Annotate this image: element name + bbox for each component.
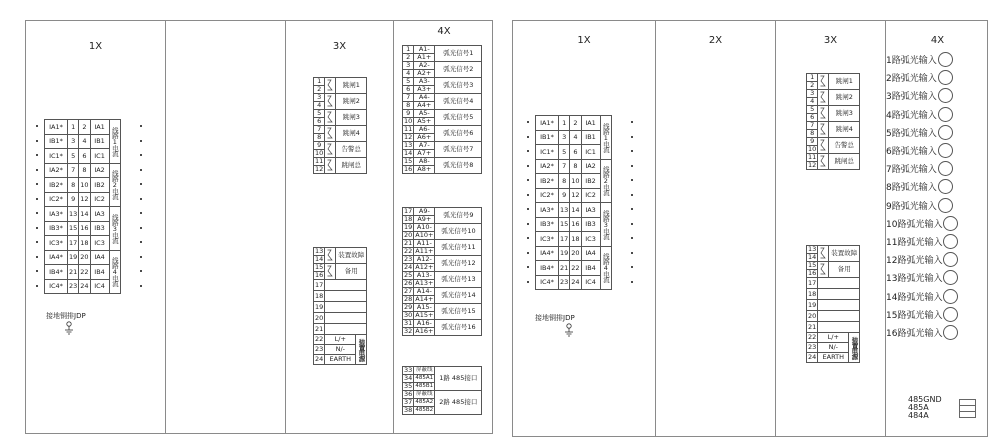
current-terminal-row: IA4* 19 20 IA4 线路4电流: [536, 246, 612, 261]
arc-input-port-icon: [943, 270, 958, 285]
arc-input-row: 7路弧光输入: [886, 161, 953, 176]
arc-input-row: 16路弧光输入: [886, 325, 958, 340]
arc-input-port-icon: [938, 198, 953, 213]
rs485-port-labels: 485GND 485A 484A: [908, 395, 942, 420]
current-terminal-row: IA4* 19 20 IA4 线路4电流: [45, 250, 121, 265]
relay-contact-icon: [325, 264, 336, 280]
power-label: 装置电源: [356, 335, 367, 365]
relay-label: 跳闸1: [336, 78, 367, 94]
relay-label: 告警总: [336, 142, 367, 158]
terminal-dot: [631, 208, 633, 210]
terminal-dot: [527, 266, 529, 268]
current-terminal-row: IC1* 5 6 IC1: [536, 145, 612, 160]
arc-input-port-icon: [938, 143, 953, 158]
section-title: 3X: [823, 35, 838, 46]
terminal-dot: [36, 285, 38, 287]
section-1x: [26, 21, 166, 433]
arc-input-port-icon: [938, 179, 953, 194]
current-terminal-row: IA1* 1 2 IA1 线路1电流: [536, 116, 612, 131]
current-terminal-row: IA3* 13 14 IA3 线路3电流: [536, 203, 612, 218]
current-terminal-row: IC2* 9 12 IC2: [536, 188, 612, 203]
arc-input-port-icon: [943, 216, 958, 231]
relay-label: 跳闸1: [829, 74, 860, 90]
terminal-dot: [36, 169, 38, 171]
terminal-dot: [140, 183, 142, 185]
relay-contact-icon: [325, 110, 336, 126]
power-label: 装置电源: [849, 333, 860, 363]
relay-contact-icon: [818, 74, 829, 90]
relay-label: 装置故障: [829, 246, 860, 262]
terminal-dot: [140, 154, 142, 156]
terminal-dot: [36, 183, 38, 185]
relay-label: 跳闸4: [336, 126, 367, 142]
relay-contact-icon: [325, 142, 336, 158]
terminal-dot: [527, 237, 529, 239]
terminal-dot: [140, 169, 142, 171]
line-group-label: 线路1电流: [109, 120, 120, 164]
terminal-dot: [631, 266, 633, 268]
relay-label: 备用: [829, 262, 860, 278]
arc-input-port-icon: [938, 107, 953, 122]
arc-signal-label: 弧光信号5: [435, 110, 482, 126]
rs485-port-connector: [959, 399, 976, 418]
ground-label: 接地铜排JDP: [46, 312, 86, 320]
current-terminal-row: IC2* 9 12 IC2: [45, 192, 121, 207]
relay-contact-icon: [818, 122, 829, 138]
relay-contact-icon: [325, 94, 336, 110]
current-terminal-row: IB3* 15 16 IB3: [45, 221, 121, 236]
terminal-dot: [36, 212, 38, 214]
terminal-dot: [140, 241, 142, 243]
terminal-dot: [36, 256, 38, 258]
terminal-dot: [527, 136, 529, 138]
line-group-label: 线路2电流: [109, 163, 120, 207]
arc-signal-label: 弧光信号4: [435, 94, 482, 110]
arc-input-row: 12路弧光输入: [886, 252, 958, 267]
current-terminal-row: IA2* 7 8 IA2 线路2电流: [45, 163, 121, 178]
terminal-dot: [140, 198, 142, 200]
current-terminal-block: [527, 115, 610, 290]
ground-icon: [564, 323, 574, 337]
terminal-dot: [36, 198, 38, 200]
aux-terminal-block: 13 装置故障 14 15 备用 16 17 18 19 20 21 22 L/+ 装置电源 23 N/- 24 EARTH: [808, 245, 859, 362]
arc-signal-label: 弧光信号6: [435, 126, 482, 142]
terminal-dot: [140, 270, 142, 272]
arc-signal-label: 弧光信号14: [435, 288, 482, 304]
terminal-dot: [527, 179, 529, 181]
section-2x: [166, 21, 286, 433]
current-terminal-row: IC1* 5 6 IC1: [45, 149, 121, 164]
relay-contact-icon: [818, 106, 829, 122]
section-title: 2X: [708, 35, 723, 46]
terminal-dot: [36, 270, 38, 272]
terminal-dot: [527, 121, 529, 123]
terminal-dot: [631, 223, 633, 225]
relay-label: 跳闸总: [829, 154, 860, 170]
arc-input-row: 3路弧光输入: [886, 88, 953, 103]
line-group-label: 线路4电流: [600, 246, 611, 290]
terminal-dot: [140, 140, 142, 142]
arc-signal-label: 弧光信号1: [435, 46, 482, 62]
arc-signal-label: 弧光信号7: [435, 142, 482, 158]
section-3x: [286, 21, 394, 433]
arc-input-row: 5路弧光输入: [886, 125, 953, 140]
relay-contact-icon: [325, 126, 336, 142]
arc-signal-label: 弧光信号3: [435, 78, 482, 94]
current-terminal-row: IC3* 17 18 IC3: [536, 232, 612, 247]
left-wiring-diagram: [25, 20, 493, 434]
section-2x: [656, 21, 776, 436]
terminal-dot: [527, 281, 529, 283]
arc-input-port-icon: [943, 234, 958, 249]
relay-contact-icon: [818, 246, 829, 262]
terminal-dot: [631, 165, 633, 167]
terminal-dot: [36, 241, 38, 243]
arc-input-row: 11路弧光输入: [886, 234, 958, 249]
terminal-dot: [36, 140, 38, 142]
relay-label: 跳闸3: [829, 106, 860, 122]
arc-input-port-icon: [938, 70, 953, 85]
current-terminal-row: IB4* 21 22 IB4: [45, 265, 121, 280]
arc-signal-block-1: 1 A1- 弧光信号1 2 A1+ 3 A2- 弧光信号2 4 A2+ 5 A3- 弧光信号3 6 A3+ 7 A4- 弧光信号4 8 A4+ 9 A5- 弧光信号5 10 A5+ 11 A6- 弧光信号6 12 A6+ 13 A7- 弧光信号7 14 A7+ 15 A8- 弧光信号8 16 A8+: [402, 45, 482, 174]
arc-input-row: 6路弧光输入: [886, 143, 953, 158]
section-1x: [513, 21, 656, 436]
arc-signal-label: 弧光信号10: [435, 224, 482, 240]
arc-signal-label: 弧光信号9: [435, 208, 482, 224]
terminal-dot: [140, 212, 142, 214]
relay-contact-icon: [325, 158, 336, 174]
arc-input-port-icon: [943, 289, 958, 304]
arc-signal-label: 弧光信号12: [435, 256, 482, 272]
relay-label: 跳闸总: [336, 158, 367, 174]
arc-input-row: 8路弧光输入: [886, 179, 953, 194]
relay-label: 装置故障: [336, 248, 367, 264]
arc-input-row: 4路弧光输入: [886, 107, 953, 122]
arc-input-port-icon: [943, 252, 958, 267]
current-terminal-row: IB1* 3 4 IB1: [45, 134, 121, 149]
arc-signal-label: 弧光信号11: [435, 240, 482, 256]
arc-input-row: 13路弧光输入: [886, 270, 958, 285]
relay-contact-icon: [818, 262, 829, 278]
rs485-label: 2路 485接口: [435, 391, 482, 415]
arc-signal-label: 弧光信号8: [435, 158, 482, 174]
relay-label: 跳闸3: [336, 110, 367, 126]
terminal-dot: [631, 136, 633, 138]
line-group-label: 线路2电流: [600, 159, 611, 203]
section-4x: [886, 21, 989, 436]
terminal-dot: [140, 285, 142, 287]
arc-input-row: 1路弧光输入: [886, 52, 953, 67]
relay-contact-icon: [325, 248, 336, 264]
terminal-dot: [527, 252, 529, 254]
arc-signal-label: 弧光信号13: [435, 272, 482, 288]
line-group-label: 线路3电流: [600, 203, 611, 247]
terminal-dot: [631, 237, 633, 239]
terminal-dot: [631, 179, 633, 181]
current-terminal-row: IB4* 21 22 IB4: [536, 261, 612, 276]
arc-input-row: 9路弧光输入: [886, 198, 953, 213]
relay-contact-icon: [818, 138, 829, 154]
terminal-dot: [140, 125, 142, 127]
terminal-dot: [36, 227, 38, 229]
section-title: 4X: [437, 26, 451, 37]
rs485-label: 1路 485接口: [435, 367, 482, 391]
arc-input-row: 15路弧光输入: [886, 307, 958, 322]
relay-contact-icon: [325, 78, 336, 94]
terminal-dot: [631, 194, 633, 196]
relay-label: 备用: [336, 264, 367, 280]
line-group-label: 线路1电流: [600, 116, 611, 160]
relay-label: 跳闸4: [829, 122, 860, 138]
terminal-dot: [631, 252, 633, 254]
terminal-dot: [631, 150, 633, 152]
relay-terminal-block: 1 跳闸1 2 3 跳闸2 4 5 跳闸3 6 7 跳闸4 8 9 告警总 10 11 跳闸总 12: [806, 73, 860, 170]
arc-input-port-icon: [938, 88, 953, 103]
current-terminal-row: IA2* 7 8 IA2 线路2电流: [536, 159, 612, 174]
arc-input-port-icon: [938, 52, 953, 67]
arc-signal-label: 弧光信号16: [435, 320, 482, 336]
arc-signal-label: 弧光信号2: [435, 62, 482, 78]
section-title: 1X: [577, 35, 591, 46]
terminal-dot: [527, 165, 529, 167]
section-3x: [776, 21, 886, 436]
current-terminal-row: IC4* 23 24 IC4: [536, 275, 612, 290]
terminal-dot: [140, 256, 142, 258]
right-wiring-diagram: [512, 20, 988, 437]
current-terminal-row: IA3* 13 14 IA3 线路3电流: [45, 207, 121, 222]
arc-input-port-icon: [943, 325, 958, 340]
current-terminal-row: IC3* 17 18 IC3: [45, 236, 121, 251]
line-group-label: 线路3电流: [109, 207, 120, 251]
arc-input-port-icon: [938, 161, 953, 176]
terminal-dot: [140, 227, 142, 229]
ground-icon: [64, 321, 74, 335]
current-terminal-row: IB3* 15 16 IB3: [536, 217, 612, 232]
terminal-dot: [527, 150, 529, 152]
rs485-block: 33 屏蔽线 1路 485接口 34 485A1 35 485B1 36 屏蔽线 2路 485接口 37 485A2 38 485B2: [402, 366, 482, 415]
terminal-dot: [36, 125, 38, 127]
section-title: 4X: [930, 35, 945, 46]
arc-input-row: 10路弧光输入: [886, 216, 958, 231]
current-terminal-row: IA1* 1 2 IA1 线路1电流: [45, 120, 121, 135]
arc-input-port-icon: [943, 307, 958, 322]
current-terminal-row: IB1* 3 4 IB1: [536, 130, 612, 145]
current-terminal-row: IB2* 8 10 IB2: [536, 174, 612, 189]
relay-terminal-block: 1 跳闸1 2 3 跳闸2 4 5 跳闸3 6 7 跳闸4 8 9 告警总 10 11 跳闸总 12: [313, 77, 367, 174]
terminal-dot: [527, 208, 529, 210]
arc-signal-block-2: 17 A9- 弧光信号9 18 A9+ 19 A10- 弧光信号10 20 A10+ 21 A11- 弧光信号11 22 A11+ 23 A12- 弧光信号12 24 A12+ 25 A13- 弧光信号13 26 A13+ 27 A14- 弧光信号14 28 A14+ 29 A15- 弧光信号15 30 A15+ 31 A16- 弧光信号16 32 A16+: [402, 207, 482, 336]
section-title: 1X: [88, 41, 103, 52]
line-group-label: 线路4电流: [109, 250, 120, 294]
current-terminal-row: IC4* 23 24 IC4: [45, 279, 121, 294]
aux-terminal-block: 13 装置故障 14 15 备用 16 17 18 19 20 21 22 L/+ 装置电源 23 N/- 24 EARTH: [315, 247, 366, 364]
arc-signal-label: 弧光信号15: [435, 304, 482, 320]
relay-label: 跳闸2: [829, 90, 860, 106]
relay-contact-icon: [818, 90, 829, 106]
section-title: 3X: [332, 41, 347, 52]
relay-label: 告警总: [829, 138, 860, 154]
arc-input-port-icon: [938, 125, 953, 140]
terminal-dot: [631, 121, 633, 123]
terminal-dot: [36, 154, 38, 156]
relay-label: 跳闸2: [336, 94, 367, 110]
terminal-dot: [527, 223, 529, 225]
terminal-dot: [527, 194, 529, 196]
current-terminal-row: IB2* 8 10 IB2: [45, 178, 121, 193]
ground-label: 接地铜排JDP: [535, 314, 575, 322]
arc-input-row: 2路弧光输入: [886, 70, 953, 85]
relay-contact-icon: [818, 154, 829, 170]
arc-input-row: 14路弧光输入: [886, 289, 958, 304]
terminal-dot: [631, 281, 633, 283]
section-4x: [394, 21, 494, 433]
current-terminal-block: [36, 119, 119, 294]
